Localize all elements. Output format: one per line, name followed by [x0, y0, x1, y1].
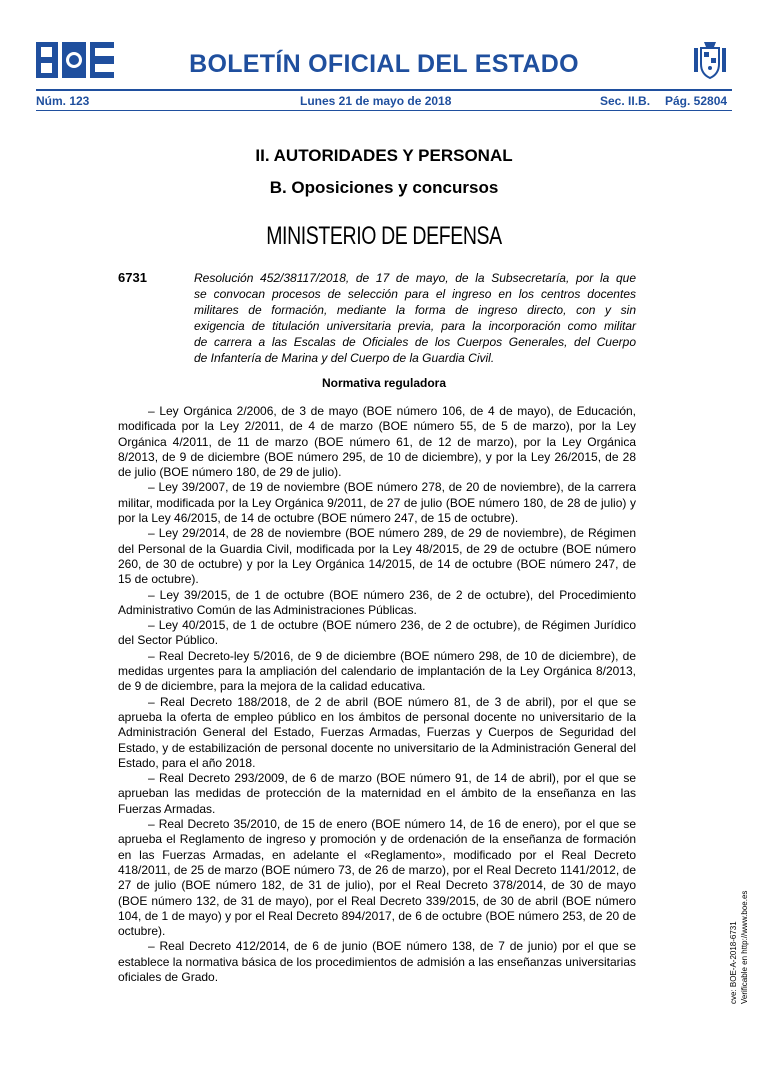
page-number: Pág. 52804	[665, 94, 728, 108]
bulletin-title: BOLETÍN OFICIAL DEL ESTADO	[189, 50, 579, 78]
cve-code: cve: BOE-A-2018-6731	[729, 921, 738, 1004]
normativa-heading: Normativa reguladora	[321, 376, 447, 390]
issue-date: Lunes 21 de mayo de 2018	[300, 94, 452, 108]
resolution-line: exigencia de titulación universitaria previa, para la incorporación como militar	[194, 319, 636, 333]
resolution-line: Resolución 452/38117/2018, de 17 de mayo, de la Subsecretaría, por la que	[194, 271, 636, 285]
verification-link[interactable]: Verificable en http://www.boe.es	[740, 890, 749, 1004]
verification-sidebar	[728, 864, 758, 1004]
normativa-paragraph: – Real Decreto 412/2014, de 6 de junio (BOE número 138, de 7 de junio) por el que se establece la normativa básica de los procedimientos de admisión a las enseñanzas universitarias oficiales de Grado.	[118, 939, 636, 984]
normativa-paragraph: – Real Decreto 188/2018, de 2 de abril (BOE número 81, de 3 de abril), por el que se aprueba la oferta de empleo público en los ámbitos de personal docente no universitario de la Administración General del Estado, Fuerzas Armadas, Fuerzas y Cuerpos de Seguridad del Estado, y de estabilización de personal docente no universitario de la Administración General del Estado, para el año 2018.	[118, 694, 636, 770]
normativa-paragraph: – Real Decreto-ley 5/2016, de 9 de diciembre (BOE número 298, de 10 de diciembre), de medidas urgentes para la ampliación del calendario de implantación de la Ley Orgánica 8/2013, de 9 de diciembre, para la mejora de la calidad educativa.	[118, 648, 636, 694]
normativa-paragraph: – Ley 39/2015, de 1 de octubre (BOE número 236, de 2 de octubre), del Procedimiento Administrativo Común de las Administraciones Públicas.	[118, 587, 636, 617]
header-rule	[36, 89, 732, 91]
normativa-paragraph: – Real Decreto 293/2009, de 6 de marzo (BOE número 91, de 14 de abril), por el que se aprueban las medidas de protección de la maternidad en el ámbito de la enseñanza en las Fuerzas Armadas.	[118, 771, 636, 816]
resolution-line: militares de formación, mediante la forma de ingreso directo, con y sin	[194, 303, 636, 317]
resolution-line: de Infantería de Marina y del Cuerpo de la Guardia Civil.	[194, 351, 495, 365]
section-code: Sec. II.B.	[600, 94, 651, 108]
header-rule-bottom	[36, 110, 732, 111]
ministry-heading: MINISTERIO DE DEFENSA	[266, 222, 502, 250]
issue-number: Núm. 123	[36, 94, 90, 108]
resolution-line: se convocan procesos de selección para el ingreso en los centros docentes	[194, 287, 636, 301]
normativa-list	[118, 404, 636, 985]
resolution-line: de carrera a las Escalas de Oficiales de los Cuerpos Generales, del Cuerpo	[194, 335, 636, 349]
section-subheading: B. Oposiciones y concursos	[269, 178, 499, 197]
normativa-paragraph: – Ley Orgánica 2/2006, de 3 de mayo (BOE número 106, de 4 de mayo), de Educación, modificada por la Ley 2/2011, de 4 de marzo (BOE número 55, de 5 de marzo), por la Ley Orgánica 4/2011, de 11 de marzo (BOE número 61, de 12 de marzo), por la Ley Orgánica 8/2013, de 9 de diciembre (BOE número 295, de 10 de diciembre), y por la Ley 26/2015, de 28 de julio (BOE número 180, de 29 de julio).	[118, 404, 636, 480]
normativa-paragraph: – Ley 39/2007, de 19 de noviembre (BOE número 278, de 20 de noviembre), de la carrera militar, modificada por la Ley Orgánica 9/2011, de 27 de julio (BOE número 180, de 28 de julio) y por la Ley 46/2015, de 14 de octubre (BOE número 247, de 15 de octubre).	[118, 480, 636, 526]
section-heading: II. AUTORIDADES Y PERSONAL	[255, 146, 513, 165]
resolution-number: 6731	[118, 270, 147, 285]
normativa-paragraph: – Real Decreto 35/2010, de 15 de enero (BOE número 14, de 16 de enero), por el que se aprueba el Reglamento de ingreso y promoción y de ordenación de la enseñanza de formación en las Fuerzas Armadas, en adelante el «Reglamento», modificado por el Real Decreto 418/2011, de 25 de marzo (BOE número 73, de 26 de marzo), por el Real Decreto 1141/2012, de 27 de julio (BOE número 182, de 31 de julio), por el Real Decreto 378/2014, de 30 de mayo (BOE número 132, de 31 de mayo), por el Real Decreto 339/2015, de 30 de abril (BOE número 104, de 1 de mayo) y por el Real Decreto 894/2017, de 6 de octubre (BOE número 253, de 20 de octubre).	[118, 817, 636, 939]
normativa-paragraph: – Ley 29/2014, de 28 de noviembre (BOE número 289, de 29 de noviembre), de Régimen del Personal de la Guardia Civil, modificada por la Ley 48/2015, de 29 de octubre (BOE número 260, de 30 de octubre) y por la Ley Orgánica 14/2015, de 14 de octubre (BOE número 247, de 15 de octubre).	[118, 526, 636, 587]
coat-of-arms-icon	[690, 38, 730, 82]
normativa-paragraph: – Ley 40/2015, de 1 de octubre (BOE número 236, de 2 de octubre), de Régimen Jurídico del Sector Público.	[118, 618, 636, 648]
